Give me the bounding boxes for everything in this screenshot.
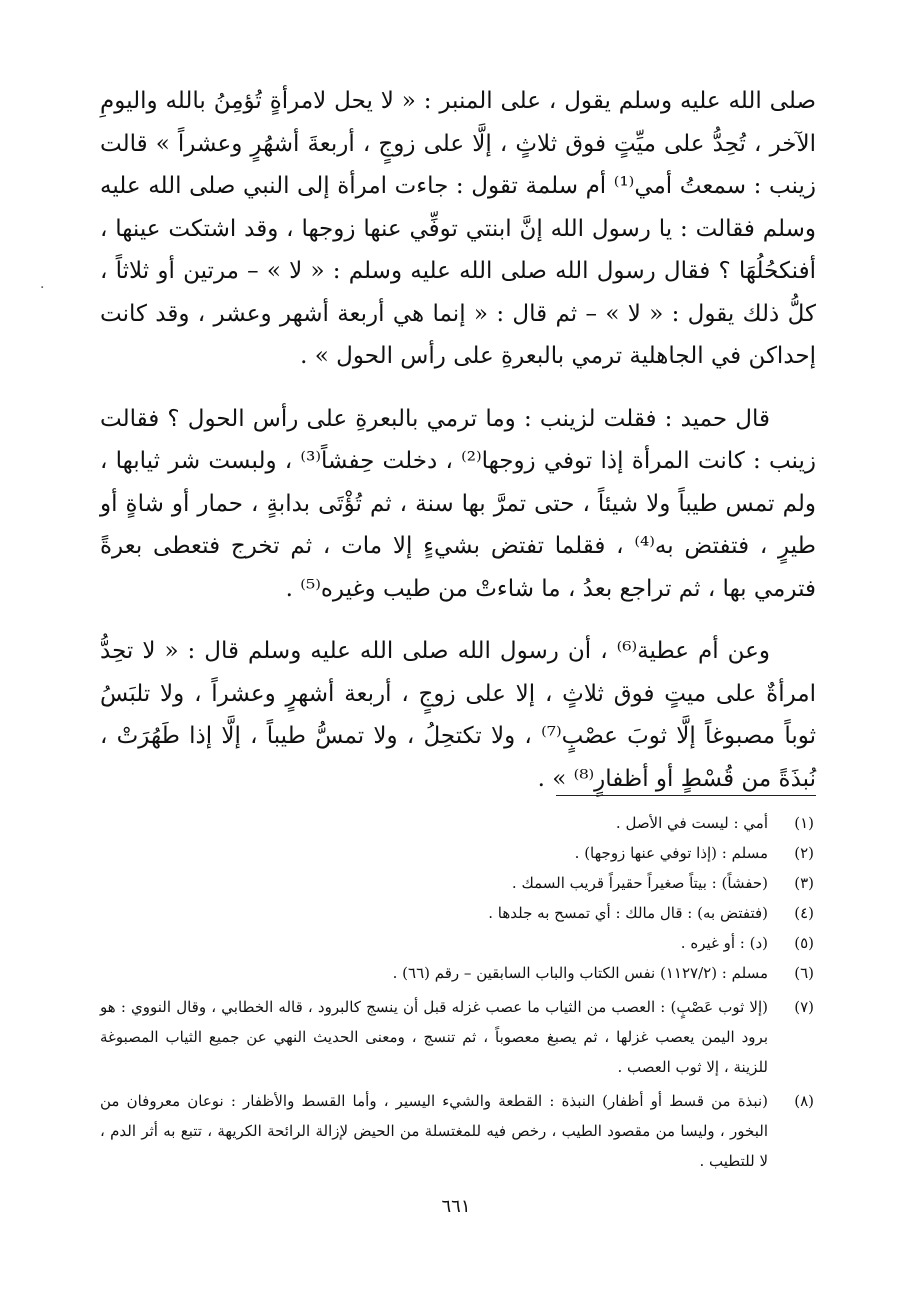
body-paragraph-1: صلى الله عليه وسلم يقول ، على المنبر : « لا يحل لامرأةٍ تُؤمِنُ بالله واليومِ الآخر ، تُحِدُّ على ميِّتٍ فوق ثلاثٍ ، إلَّا على زوجٍ ، أربعةَ أشهُرٍ وعشراً » قالت زينب : سمعتُ أمي⁽¹⁾ أم سلمة تقول : جاءت امرأة إلى النبي صلى الله عليه وسلم فقالت : يا رسول الله إنَّ ابنتي توفِّي عنها زوجها ، وقد اشتكت عينها ، أفنكحُلُهَا ؟ فقال رسول الله صلى الله عليه وسلم : « لا » – مرتين أو ثلاثاً ، كلُّ ذلك يقول : « لا » – ثم قال : « إنما هي أربعة أشهر وعشر ، وقد كانت إحداكن في الجاهلية ترمي بالبعرةِ على رأس الحول » .: [100, 88, 816, 369]
footnote-text: (حفشاً) : بيتاً صغيراً حقيراً قريب السمك .: [511, 874, 768, 892]
footnote-number: (٣): [794, 874, 814, 892]
body-paragraph-2: قال حميد : فقلت لزينب : وما ترمي بالبعرةِ على رأس الحول ؟ فقالت زينب : كانت المرأة إذا توفي زوجها⁽²⁾ ، دخلت حِفشاً⁽³⁾ ، ولبست شر ثيابها ، ولم تمس طيباً ولا شيئاً ، حتى تمرَّ بها سنة ، ثم تُؤْتَى بدابةٍ ، حمار أو شاةٍ أو طيرٍ ، فتفتض به⁽⁴⁾ ، فقلما تفتض بشيءٍ إلا مات ، ثم تخرج فتعطى بعرةً فترمي بها ، ثم تراجع بعدُ ، ما شاءتْ من طيب وغيره⁽⁵⁾ .: [100, 405, 816, 602]
footnote-text: (إلا ثوب عَصْبٍ) : العصب من الثياب ما عصب غزله قبل أن ينسج كالبرود ، قاله الخطابي ، وقال النووي : هو برود اليمن يعصب غزلها ، ثم يصبغ معصوباً ، ثم تنسج ، ومعنى الحديث النهي عن جميع الثياب المصبوغة للزينة ، إلا ثوب العصب .: [100, 998, 768, 1076]
footnote-number: (١): [794, 814, 814, 832]
footnote-text: أمي : ليست في الأصل .: [615, 814, 768, 832]
footnote-4: [100, 898, 816, 928]
main-text: [100, 80, 816, 800]
footnote-7: [100, 992, 816, 1082]
footnote-1: [100, 808, 816, 838]
footnote-number: (٦): [794, 964, 814, 982]
footnote-text: (د) : أو غيره .: [680, 934, 768, 952]
page-number: ٦٦١: [441, 1196, 471, 1217]
footnote-number: (٢): [794, 844, 814, 862]
footnotes: [100, 808, 816, 1176]
margin-mark: ·: [40, 280, 45, 296]
footnote-text: مسلم : (١١٢٧/٢) نفس الكتاب والباب السابقين – رقم (٦٦) .: [392, 964, 768, 982]
footnote-2: [100, 838, 816, 868]
footnote-6: [100, 958, 816, 988]
body-paragraph-3: وعن أم عطية⁽⁶⁾ ، أن رسول الله صلى الله عليه وسلم قال : « لا تحِدُّ امرأةٌ على ميتٍ فوق ثلاثٍ ، إلا على زوجٍ ، أربعة أشهرٍ وعشراً ، ولا تلبَسُ ثوباً مصبوغاً إلَّا ثوبَ عصْبٍ⁽⁷⁾ ، ولا تكتحِلُ ، ولا تمسُّ طيباً ، إلَّا إذا طَهُرَتْ ، نُبذَةً من قُسْطٍ أو أظفارٍ⁽⁸⁾ » .: [100, 638, 817, 792]
footnote-number: (٨): [794, 1092, 814, 1110]
footnote-number: (٤): [794, 904, 814, 922]
footnote-number: (٧): [794, 998, 814, 1016]
footnote-separator: [556, 795, 816, 796]
footnote-number: (٥): [794, 934, 814, 952]
footnote-8: [100, 1086, 816, 1176]
footnote-text: (فتفتض به) : قال مالك : أي تمسح به جلدها .: [488, 904, 768, 922]
footnote-5: [100, 928, 816, 958]
footnote-text: مسلم : (إذا توفي عنها زوجها) .: [574, 844, 768, 862]
footnote-text: (نبذة من قسط أو أظفار) النبذة : القطعة والشيء اليسير ، وأما القسط والأظفار : نوعان معروفان من البخور ، وليسا من مقصود الطيب ، رخص فيه للمغتسلة من الحيض لإزالة الرائحة الكريهة ، تتبع به أثر الدم ، لا للتطيب .: [100, 1092, 768, 1170]
footnote-3: [100, 868, 816, 898]
